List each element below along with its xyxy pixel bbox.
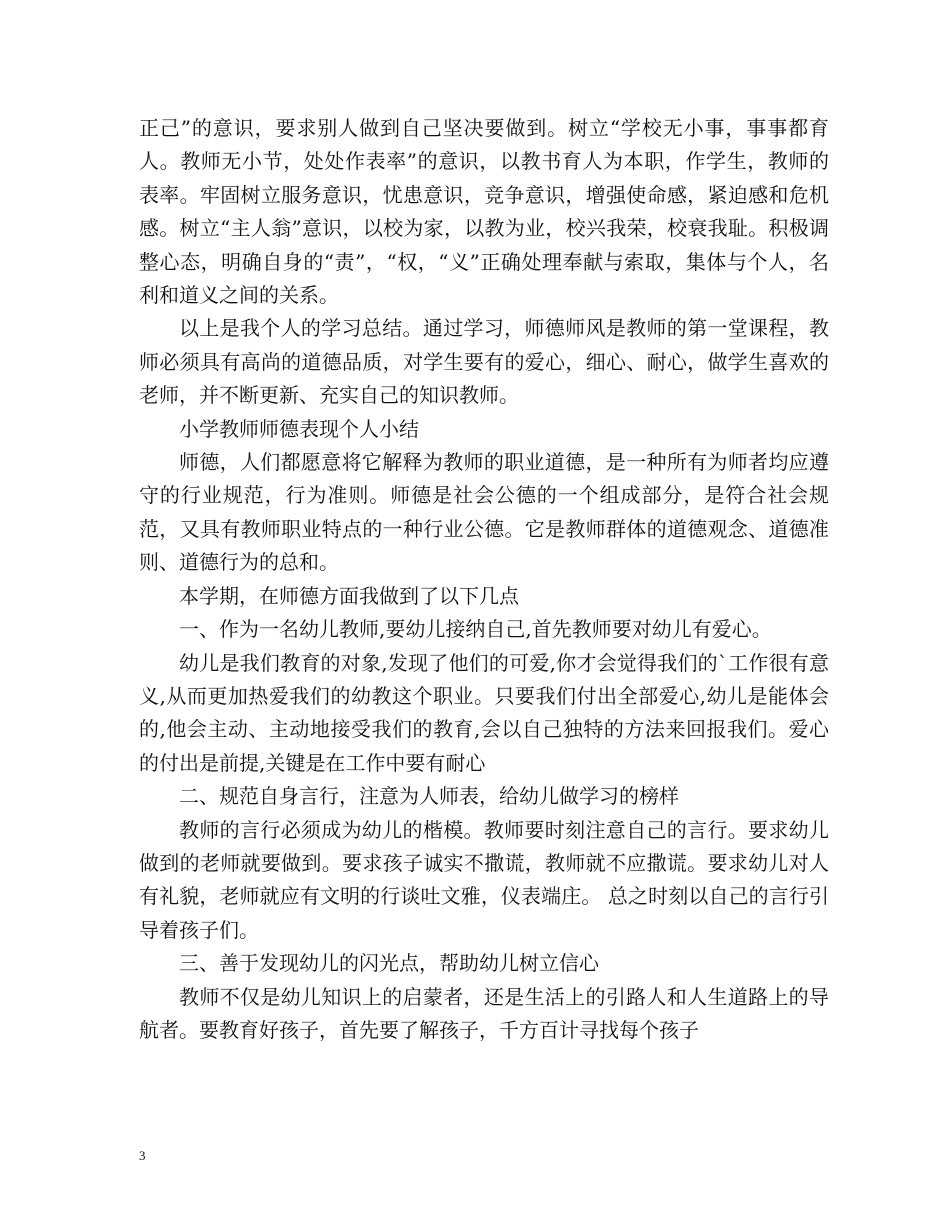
paragraph-1: 正己”的意识，要求别人做到自己坚决要做到。树立“学校无小事，事事都育人。教师无小节，处处作表率”的意识，以教书育人为本职，作学生，教师的表率。牢固树立服务意识，忧患意识，竞争意识，增强使命感，紧迫感和危机感。树立“主人翁”意识，以校为家，以教为业，校兴我荣，校衰我耻。积极调整心态，明确自身的“责”，“权，“义”正确处理奉献与索取，集体与个人，名利和道义之间的关系。 — [139, 116, 829, 308]
point-heading-3: 三、善于发现幼儿的闪光点，帮助幼儿树立信心 — [179, 951, 599, 976]
paragraph-4: 本学期，在师德方面我做到了以下几点 — [179, 583, 519, 608]
page-number: 3 — [139, 1148, 146, 1163]
paragraph-2: 以上是我个人的学习总结。通过学习，师德师风是教师的第一堂课程，教师必须具有高尚的道德品质，对学生要有的爱心，细心、耐心，做学生喜欢的老师，并不断更新、充实自己的知识教师。 — [139, 316, 829, 408]
section-title: 小学教师师德表现个人小结 — [179, 416, 419, 441]
point-heading-1: 一、作为一名幼儿教师,要幼儿接纳自己,首先教师要对幼儿有爱心。 — [179, 617, 772, 642]
paragraph-3: 师德，人们都愿意将它解释为教师的职业道德，是一种所有为师者均应遵守的行业规范，行为准则。师德是社会公德的一个组成部分，是符合社会规范，又具有教师职业特点的一种行业公德。它是教师群体的道德观念、道德准则、道德行为的总和。 — [139, 450, 829, 575]
body-text — [139, 112, 829, 1047]
paragraph-5: 幼儿是我们教育的对象,发现了他们的可爱,你才会觉得我们的`工作很有意义,从而更加热爱我们的幼教这个职业。只要我们付出全部爱心,幼儿是能体会的,他会主动、主动地接受我们的教育,会以自己独特的方法来回报我们。爱心的付出是前提,关键是在工作中要有耐心 — [139, 650, 829, 775]
paragraph-7: 教师不仅是幼儿知识上的启蒙者，还是生活上的引路人和人生道路上的导航者。要教育好孩子，首先要了解孩子，千方百计寻找每个孩子 — [139, 984, 829, 1042]
point-heading-2: 二、规范自身言行，注意为人师表，给幼儿做学习的榜样 — [179, 784, 679, 809]
paragraph-6: 教师的言行必须成为幼儿的楷模。教师要时刻注意自己的言行。要求幼儿做到的老师就要做到。要求孩子诚实不撒谎，教师就不应撒谎。要求幼儿对人有礼貌，老师就应有文明的行谈吐文雅，仪表端庄。 总之时刻以自己的言行引导着孩子们。 — [139, 817, 829, 942]
